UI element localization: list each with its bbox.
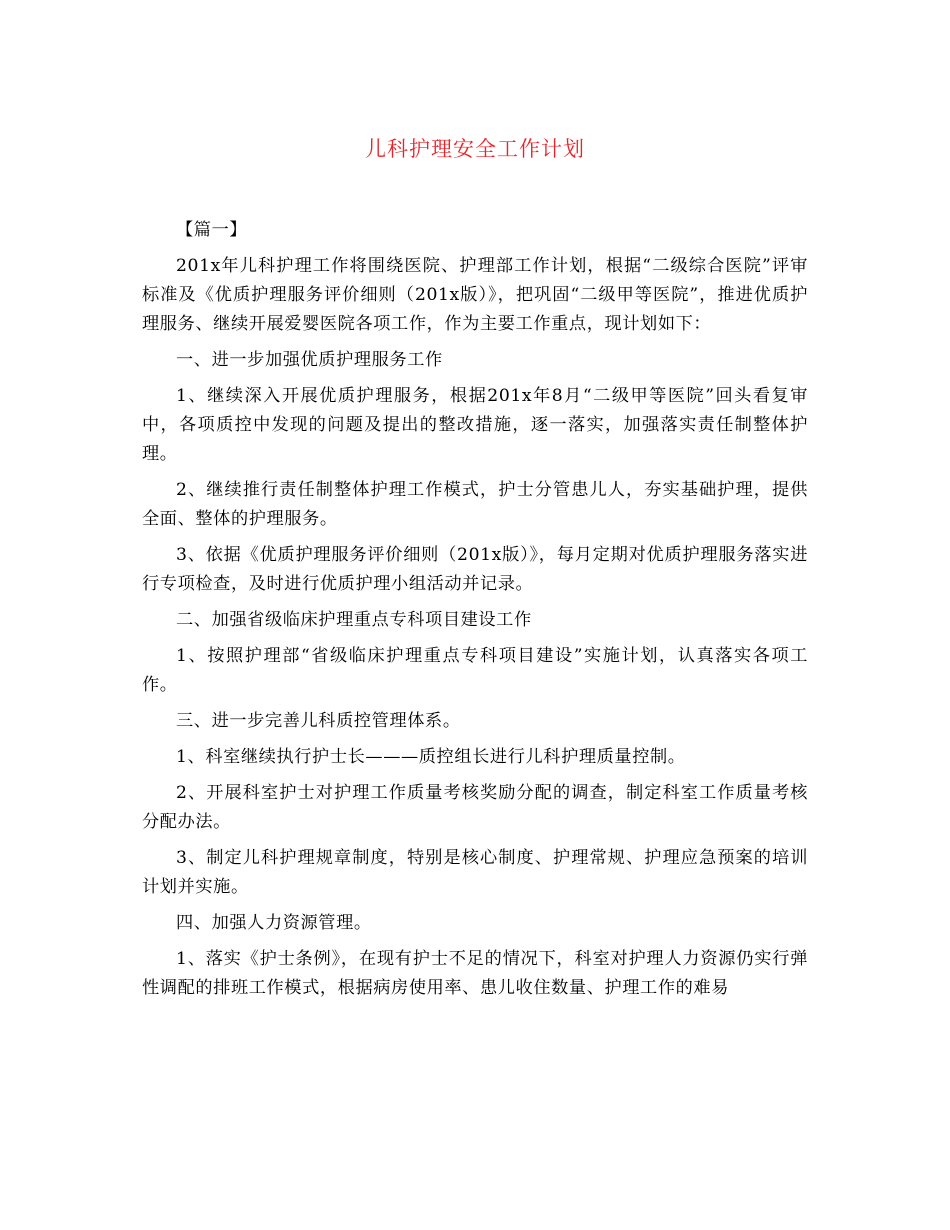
paragraph: 1、科室继续执行护士长———质控组长进行儿科护理质量控制。 <box>176 747 686 767</box>
document-title: 儿科护理安全工作计划 <box>365 137 585 161</box>
heading-4: 四、加强人力资源管理。 <box>176 913 372 933</box>
heading-3: 三、进一步完善儿科质控管理体系。 <box>176 711 461 731</box>
paragraph: 2、继续推行责任制整体护理工作模式，护士分管患儿人，夯实基础护理，提供全面、整体的护理服务。 <box>142 480 808 529</box>
section-label: 【篇一】 <box>176 220 248 240</box>
paragraph: 3、制定儿科护理规章制度，特别是核心制度、护理常规、护理应急预案的培训计划并实施。 <box>142 848 808 897</box>
paragraph: 2、开展科室护士对护理工作质量考核奖励分配的调查，制定科室工作质量考核分配办法。 <box>142 783 808 832</box>
intro-paragraph: 201x年儿科护理工作将围绕医院、护理部工作计划，根据“二级综合医院”评审标准及《优质护理服务评价细则（201x版）》，把巩固“二级甲等医院”，推进优质护理服务、继续开展爱婴医院各项工作，作为主要工作重点，现计划如下： <box>142 256 808 334</box>
paragraph: 1、落实《护士条例》，在现有护士不足的情况下，科室对护理人力资源仍实行弹性调配的排班工作模式，根据病房使用率、患儿收住数量、护理工作的难易 <box>142 949 808 998</box>
heading-2: 二、加强省级临床护理重点专科项目建设工作 <box>176 610 532 630</box>
paragraph: 3、依据《优质护理服务评价细则（201x版）》，每月定期对优质护理服务落实进行专项检查，及时进行优质护理小组活动并记录。 <box>142 545 808 594</box>
paragraph: 1、继续深入开展优质护理服务，根据201x年8月“二级甲等医院”回头看复审中，各项质控中发现的问题及提出的整改措施，逐一落实，加强落实责任制整体护理。 <box>142 386 808 464</box>
paragraph: 1、按照护理部“省级临床护理重点专科项目建设”实施计划，认真落实各项工作。 <box>142 646 808 695</box>
document-body <box>142 216 808 1010</box>
heading-1: 一、进一步加强优质护理服务工作 <box>176 350 443 370</box>
